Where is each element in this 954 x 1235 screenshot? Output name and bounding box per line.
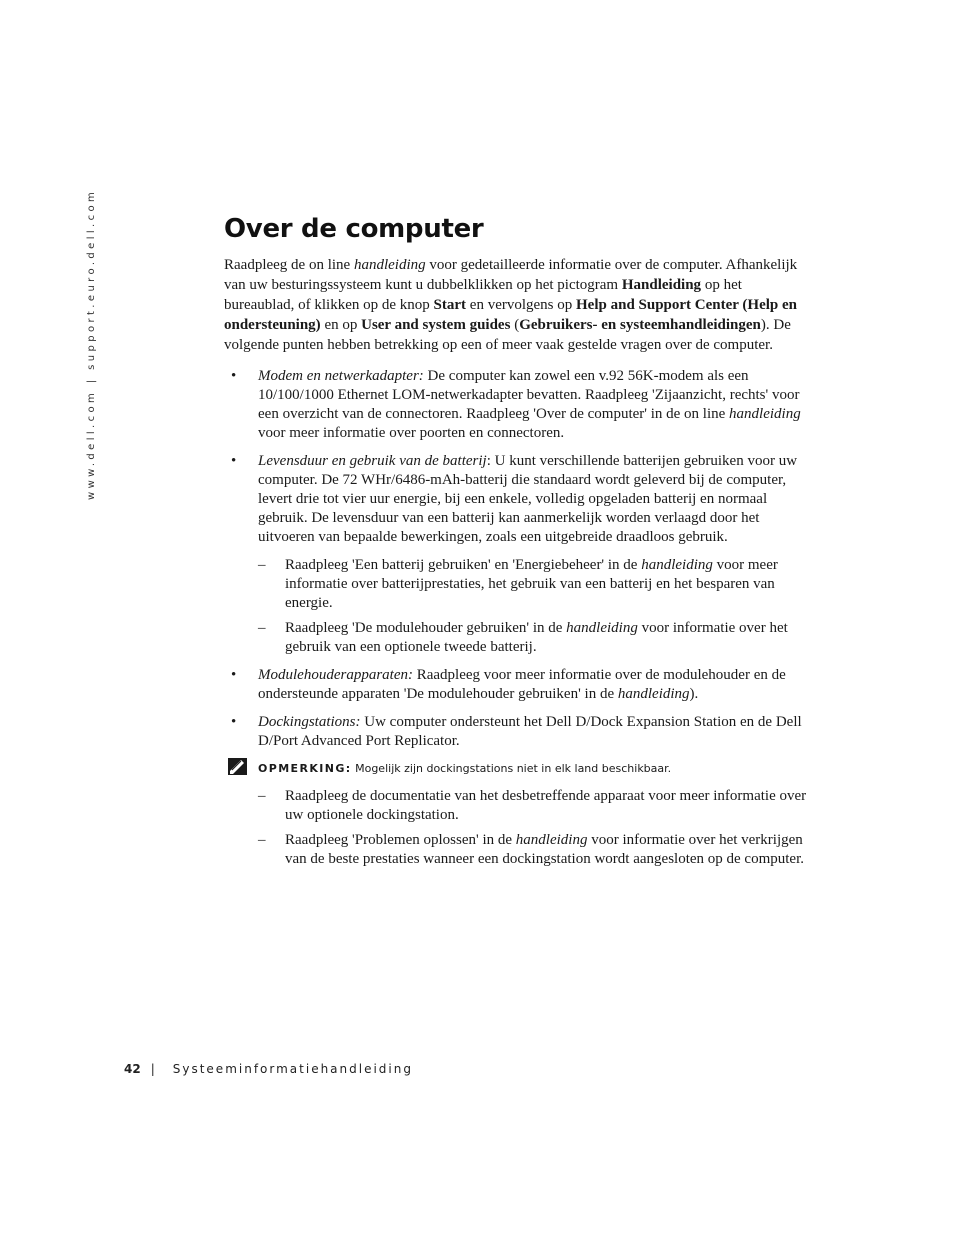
intro-help-center-label: Help and Support Center (Help en ondersteuning) [224,297,798,333]
intro-text: op het bureaublad, of klikken op de knop [224,277,742,313]
dash-marker: – [258,832,266,848]
sub-text: Raadpleeg 'Problemen oplossen' in de [285,832,516,848]
note-label: OPMERKING: [258,762,352,775]
intro-text: Raadpleeg de on line [224,257,354,273]
sub-handleiding: handleiding [566,620,638,636]
intro-paragraph [224,255,814,355]
sub-item-battery-usage [224,556,814,613]
bullet-label: Modulehouderapparaten: [258,667,413,683]
bullet-marker: • [231,453,237,469]
footer-doc-title: Systeeminformatiehandleiding [172,1062,413,1076]
bullet-text: : U kunt verschillende batterijen gebruiken voor uw computer. De 72 WHr/6486-mAh-batterij die standaard wordt geleverd bij de computer, levert drie tot vier uur energie, bij een enkele, volledig opgeladen batterij en normaal gebruik. De levensduur van een batterij kan aanmerkelijk worden verlaagd door het uitvoeren van bepaalde bewerkingen, zoals een uitgebreide draadloos gebruik. [258,453,798,545]
side-url: www.dell.com | support.euro.dell.com [86,188,97,500]
sub-text: Raadpleeg 'Een batterij gebruiken' en 'Energiebeheer' in de [285,557,642,573]
intro-gebruikers-label: Gebruikers- en systeemhandleidingen [519,317,761,333]
bullet-handleiding: handleiding [729,406,801,422]
intro-start-label: Start [433,297,467,313]
note-box [224,760,814,778]
note-pencil-icon [228,758,247,775]
sub-item-troubleshooting [224,831,814,869]
intro-handleiding-icon-label: Handleiding [621,277,702,293]
bullet-label: Levensduur en gebruik van de batterij [258,453,487,469]
intro-user-guides-label: User and system guides [361,317,511,333]
sub-handleiding: handleiding [641,557,713,573]
sub-text: Raadpleeg de documentatie van het desbetreffende apparaat voor meer informatie over uw optionele dockingstation. [285,788,807,823]
bullet-battery [224,452,814,547]
dash-marker: – [258,620,266,636]
main-content [224,214,814,878]
intro-text: en vervolgens op [466,297,577,313]
bullet-handleiding: handleiding [617,686,690,702]
intro-text: en op [320,317,362,333]
bullet-text: Raadpleeg voor meer informatie over de modulehouder en de ondersteunde apparaten 'De modulehouder gebruiken' in de [258,667,786,702]
sub-text: Raadpleeg 'De modulehouder gebruiken' in de [285,620,567,636]
page-footer [124,1062,413,1076]
sub-item-second-battery [224,619,814,657]
intro-text: voor gedetailleerde informatie over de computer. Afhankelijk van uw besturingssysteem kunt u dubbelklikken op het pictogram [224,257,798,293]
bullet-text: De computer kan zowel een v.92 56K-modem als een 10/100/1000 Ethernet LOM-netwerkadapter bevatten. Raadpleeg 'Zijaanzicht, rechts' voor een overzicht van de connectoren. Raadpleeg 'Over de computer' in de on line [258,368,800,422]
bullet-text: ). [689,686,699,702]
page-title: Over de computer [224,214,484,244]
intro-text: ). De volgende punten hebben betrekking op een of meer vaak gestelde vragen over de computer. [224,317,791,353]
bullet-label: Modem en netwerkadapter: [258,368,424,384]
intro-text: ( [510,317,520,333]
sub-text: voor meer informatie over batterijprestaties, het gebruik van een batterij en het besparen van energie. [285,557,778,611]
bullet-docking [224,713,814,751]
sub-text: voor informatie over het verkrijgen van de beste prestaties wanneer een dockingstation wordt aangesloten op de computer. [285,832,804,867]
docking-sub-list [224,787,814,869]
bullet-text: voor meer informatie over poorten en connectoren. [258,425,565,441]
bullet-label: Dockingstations: [258,714,361,730]
sub-item-docking-docs [224,787,814,825]
dash-marker: – [258,788,266,804]
battery-sub-list [224,556,814,657]
bullet-marker: • [231,667,237,683]
dash-marker: – [258,557,266,573]
sub-text: voor informatie over het gebruik van een optionele tweede batterij. [285,620,788,655]
intro-handleiding: handleiding [353,257,426,273]
sub-handleiding: handleiding [515,832,588,848]
bullet-module [224,666,814,704]
note-text: Mogelijk zijn dockingstations niet in elk land beschikbaar. [351,762,672,775]
bullet-marker: • [231,714,237,730]
bullet-modem [224,367,814,443]
bullet-marker: • [231,368,237,384]
page-number: 42 [124,1062,141,1076]
bullet-text: Uw computer ondersteunt het Dell D/Dock Expansion Station en de Dell D/Port Advanced Port Replicator. [258,714,802,749]
footer-separator: | [150,1062,155,1076]
